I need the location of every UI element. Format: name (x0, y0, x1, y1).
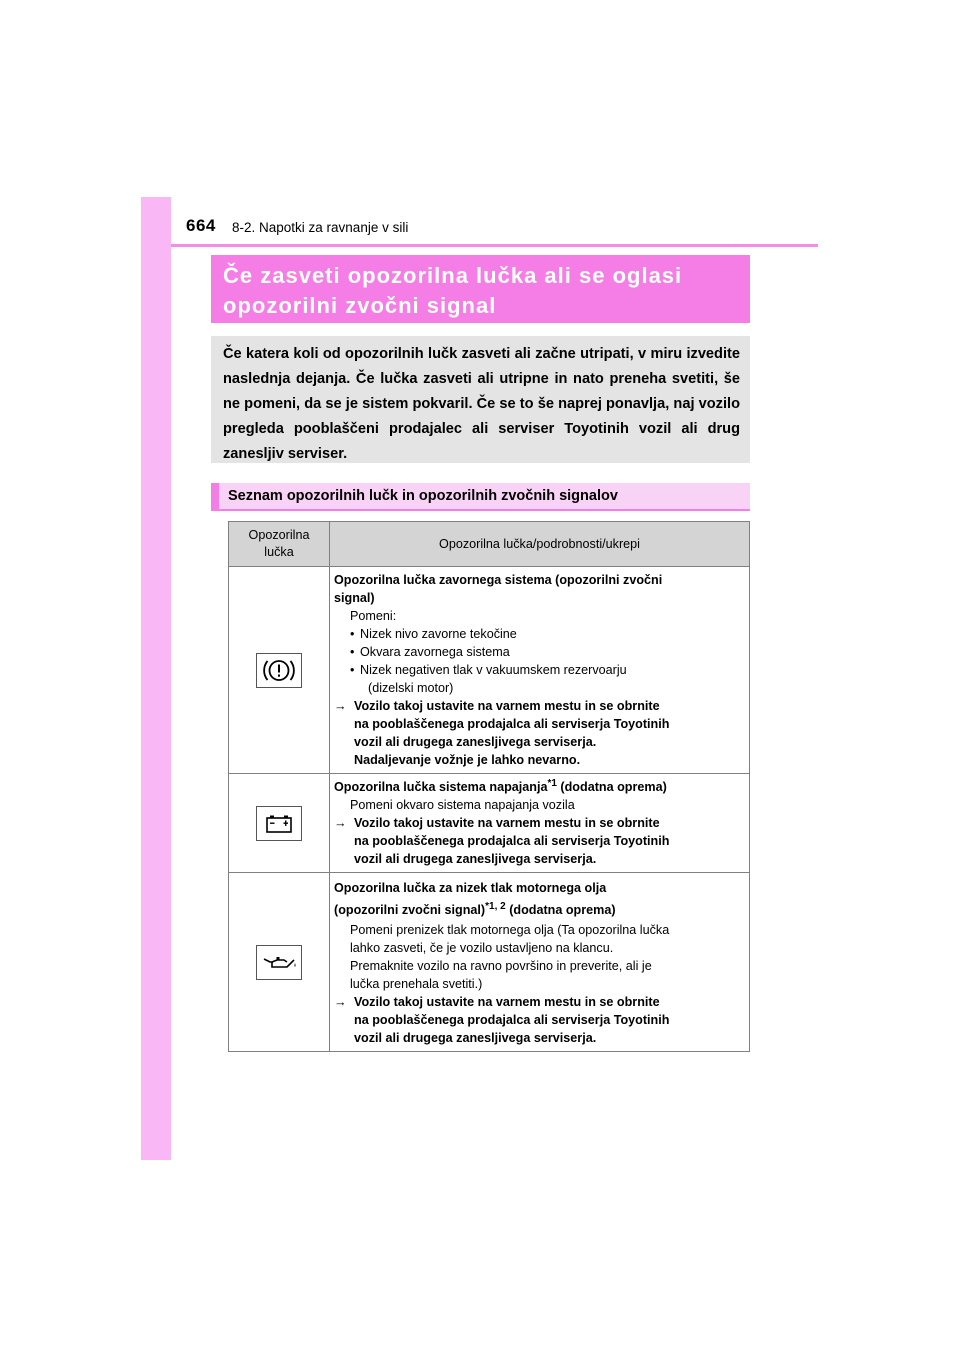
action-instruction: → Vozilo takoj ustavite na varnem mestu in se obrnite na pooblaščenega prodajalca ali serviserja Toyotinih vozil ali drugega zanesljivega serviserja. Nadaljevanje vožnje je lahko nevarno. (334, 699, 670, 767)
description-cell: Opozorilna lučka zavornega sistema (opozorilni zvočni signal) Pomeni: • Nizek nivo zavorne tekočine • Okvara zavornega sistema • Nizek negativen tlak v vakuumskem rezervoarju (dizelski motor) → Vozilo takoj ustavite na varnem mestu in se obrnite na pooblaščenega prodajalca ali serviserja Toyotinih vozil ali drugega zanesljivega serviserja. Nadaljevanje vožnje je lahko nevarno. (330, 567, 750, 774)
list-item: • Okvara zavornega sistema (334, 643, 743, 661)
arrow-icon: → (334, 995, 347, 1009)
subheading-text: Seznam opozorilnih lučk in opozorilnih zvočnih signalov (228, 488, 618, 504)
description-cell: Opozorilna lučka za nizek tlak motornega olja (opozorilni zvočni signal)$^{*1, 2}$ (dodatna oprema) Pomeni prenizek tlak motornega olja (Ta opozorilna lučka lahko zasveti, če je vozilo ustavljeno na klancu. Premaknite vozilo na ravno površino in preverite, ali je lučka prenehala svetiti.) → Vozilo takoj ustavite na varnem mestu in se obrnite na pooblaščenega prodajalca ali serviserja Toyotinih vozil ali drugega zanesljivega serviserja. (330, 873, 750, 1052)
brake-warning-icon (256, 653, 302, 688)
list-item: • Nizek nivo zavorne tekočine (334, 625, 743, 643)
action-instruction: → Vozilo takoj ustavite na varnem mestu in se obrnite na pooblaščenega prodajalca ali serviserja Toyotinih vozil ali drugega zanesljivega serviserja. (334, 816, 670, 866)
intro-box (211, 336, 750, 463)
header-rule (171, 244, 818, 247)
subheading (211, 483, 750, 511)
oil-pressure-icon (256, 945, 302, 980)
icon-cell (229, 774, 330, 873)
header-warning-light: Opozorilna lučka (229, 522, 330, 567)
page-number: 664 (186, 216, 216, 235)
footnote-marker: *1 (547, 777, 557, 789)
list-item: • Nizek negativen tlak v vakuumskem rezervoarju (334, 661, 743, 679)
battery-charging-icon (256, 806, 302, 841)
icon-cell (229, 873, 330, 1052)
subheading-accent-bar (211, 483, 219, 509)
footnote-marker: *1, 2 (485, 900, 506, 912)
icon-cell (229, 567, 330, 774)
action-instruction: → Vozilo takoj ustavite na varnem mestu in se obrnite na pooblaščenega prodajalca ali serviserja Toyotinih vozil ali drugega zanesljivega serviserja. (334, 995, 670, 1045)
chapter-sidebar-tab (141, 197, 171, 1160)
section-path: 8-2. Napotki za ravnanje v sili (232, 220, 409, 235)
section-title-line-1: Če zasveti opozorilna lučka ali se oglasi (223, 263, 683, 288)
header-details: Opozorilna lučka/podrobnosti/ukrepi (330, 522, 750, 567)
warning-lights-table (228, 521, 750, 1052)
arrow-icon: → (334, 816, 347, 830)
intro-text: Če katera koli od opozorilnih lučk zasveti ali začne utripati, v miru izvedite naslednja dejanja. Če lučka zasveti ali utripne in nato preneha svetiti, še ne pomeni, da se je sistem pokvaril. Če se to še naprej ponavlja, naj vozilo pregleda pooblaščeni prodajalec ali serviser Toyotinih vozil ali drug zanesljiv serviser. (223, 346, 740, 462)
table-row (229, 774, 750, 873)
description-cell: Opozorilna lučka sistema napajanja$^{*1}$ (dodatna oprema) Pomeni okvaro sistema napajanja vozila → Vozilo takoj ustavite na varnem mestu in se obrnite na pooblaščenega prodajalca ali serviserja Toyotinih vozil ali drugega zanesljivega serviserja. (330, 774, 750, 873)
table-row (229, 567, 750, 774)
table-row (229, 873, 750, 1052)
section-title-line-2: opozorilni zvočni signal (223, 293, 497, 318)
table-header-row (229, 522, 750, 567)
section-title (211, 255, 750, 323)
arrow-icon: → (334, 699, 347, 713)
